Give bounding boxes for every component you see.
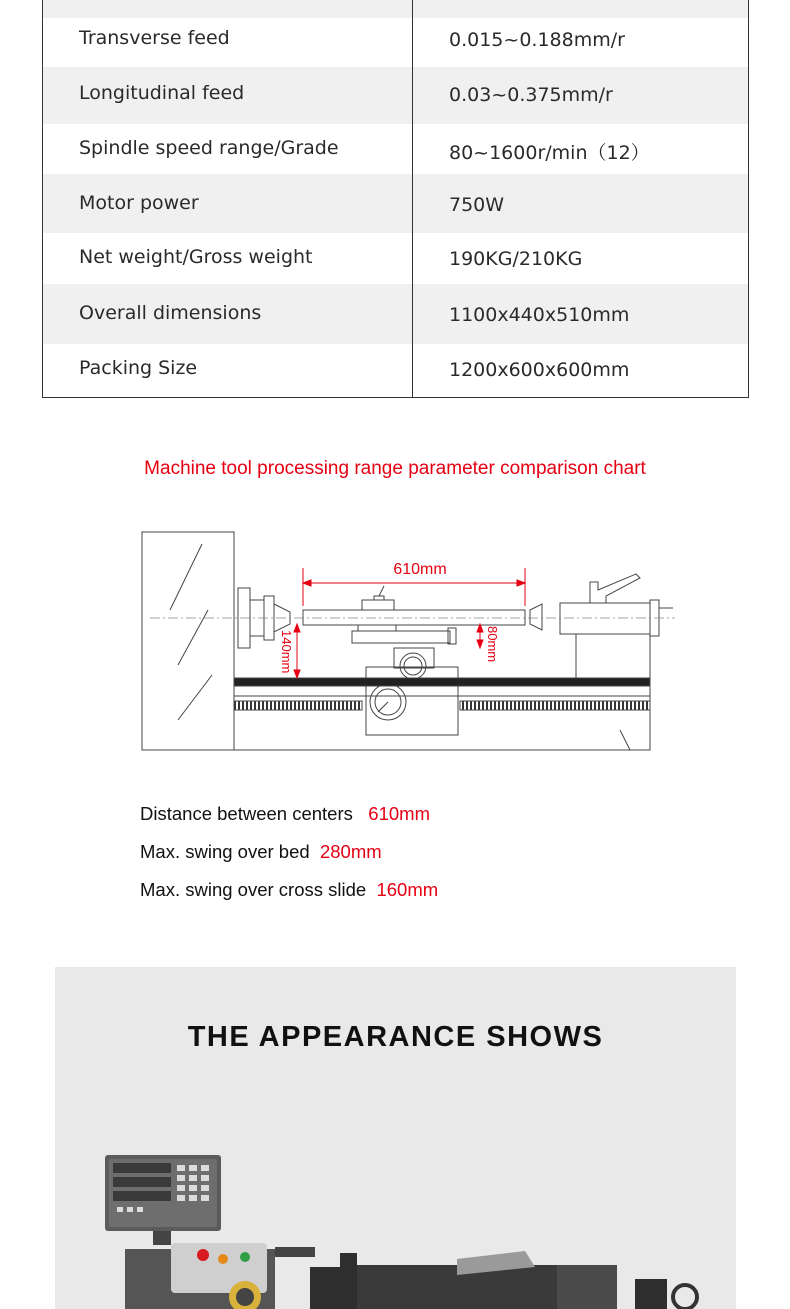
spec-label: Overall dimensions <box>79 302 262 324</box>
chart-title: Machine tool processing range parameter comparison chart <box>144 458 646 479</box>
param-value: 610mm <box>368 803 430 824</box>
appearance-title: THE APPEARANCE SHOWS <box>187 1021 604 1053</box>
headstock-cabinet <box>142 532 234 750</box>
param-swing-over-bed <box>140 841 382 863</box>
spec-label: Transverse feed <box>79 27 230 49</box>
spec-label: Packing Size <box>79 357 198 379</box>
dro-display <box>105 1155 221 1245</box>
workpiece <box>303 610 525 625</box>
spec-row-motor-power <box>43 174 748 233</box>
lathe-photo <box>95 1147 736 1309</box>
spec-value: 0.03~0.375mm/r <box>449 84 613 106</box>
spec-label: Longitudinal feed <box>79 82 245 104</box>
param-swing-over-cross-slide <box>140 879 438 901</box>
appearance-panel <box>55 967 736 1309</box>
lathe-bed <box>234 678 650 686</box>
param-label: Max. swing over cross slide <box>140 879 367 900</box>
spec-value: 80~1600r/min（12） <box>449 142 650 164</box>
spec-value: 1200x600x600mm <box>449 359 630 381</box>
spec-row-weight <box>43 233 748 284</box>
param-label: Distance between centers <box>140 803 353 824</box>
spec-value: 0.015~0.188mm/r <box>449 29 625 51</box>
dim-height-right-label: 80mm <box>485 626 500 663</box>
lathe-diagram <box>130 520 690 760</box>
tailstock <box>560 603 650 634</box>
carriage-apron <box>366 667 458 735</box>
spec-value: 1100x440x510mm <box>449 304 630 326</box>
spec-row-packing-size <box>43 344 748 398</box>
spec-label: Spindle speed range/Grade <box>79 137 339 159</box>
param-distance-between-centers <box>140 803 430 825</box>
spec-column-divider <box>412 0 413 397</box>
spec-label: Net weight/Gross weight <box>79 246 313 268</box>
spec-row-overall-dimensions <box>43 284 748 344</box>
spec-label: Motor power <box>79 192 199 214</box>
param-label: Max. swing over bed <box>140 841 310 862</box>
spec-row-spindle-speed <box>43 124 748 174</box>
dim-length-label: 610mm <box>393 561 447 578</box>
spec-row-longitudinal-feed <box>43 67 748 124</box>
dim-height-left-label: 140mm <box>279 630 294 674</box>
spec-value: 190KG/210KG <box>449 248 583 270</box>
param-value: 160mm <box>376 879 439 900</box>
spec-value: 750W <box>449 194 505 216</box>
spec-table <box>42 0 749 398</box>
spec-row-top-partial <box>43 0 748 18</box>
param-value: 280mm <box>319 841 382 862</box>
spec-row-transverse-feed <box>43 18 748 67</box>
